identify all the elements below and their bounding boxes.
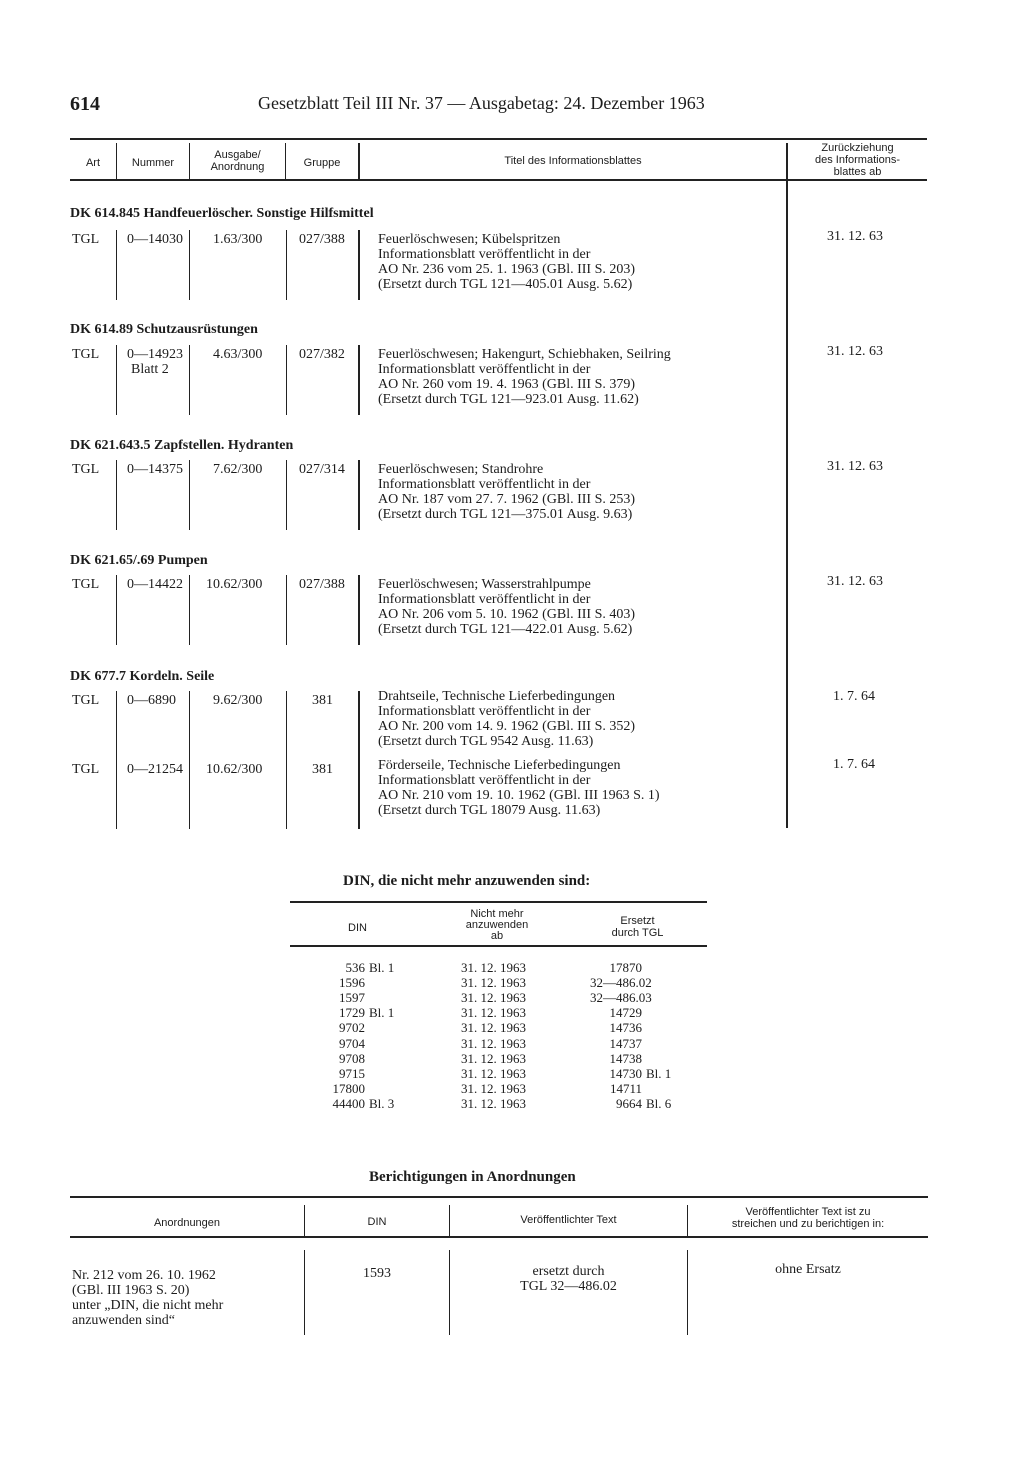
title-line: Informationsblatt veröffentlicht in der: [378, 704, 591, 719]
ausgabe-cell: 10.62/300: [206, 577, 263, 592]
row-sep: [189, 691, 190, 829]
title-line: Informationsblatt veröffentlicht in der: [378, 592, 591, 607]
gruppe-cell: 027/388: [299, 577, 345, 592]
corr-col-sep: [304, 1250, 305, 1335]
title-line: AO Nr. 206 vom 5. 10. 1962 (GBl. III S. 403): [378, 607, 636, 622]
title-line: Informationsblatt veröffentlicht in der: [378, 362, 591, 377]
title-line: (Ersetzt durch TGL 121—422.01 Ausg. 5.62): [378, 622, 633, 637]
row-sep: [358, 230, 360, 300]
row-sep: [116, 691, 117, 829]
din-date: 31. 12. 1963: [461, 1035, 526, 1051]
corrections-heading: Berichtigungen in Anordnungen: [369, 1169, 576, 1185]
corr-col-din: DIN: [367, 1216, 387, 1228]
row-sep: [189, 230, 190, 300]
title-line: Feuerlöschwesen; Hakengurt, Schiebhaken, Seilring: [378, 347, 671, 362]
ausgabe-cell: 9.62/300: [213, 693, 263, 708]
ausgabe-cell: 10.62/300: [206, 762, 263, 777]
nummer-suffix: Blatt 2: [131, 362, 169, 377]
date-cell: 31. 12. 63: [827, 344, 883, 359]
art-cell: TGL: [72, 232, 100, 247]
row-sep: [189, 345, 190, 415]
din-date: 31. 12. 1963: [461, 1005, 526, 1021]
row-sep: [286, 460, 287, 530]
din-suffix: Bl. 1: [369, 1005, 395, 1021]
title-line: Informationsblatt veröffentlicht in der: [378, 477, 591, 492]
ausgabe-cell: 4.63/300: [213, 347, 263, 362]
din-date: 31. 12. 1963: [461, 990, 526, 1006]
gruppe-cell: 381: [312, 762, 333, 777]
din-date: 31. 12. 1963: [461, 1050, 526, 1066]
title-line: Feuerlöschwesen; Kübelspritzen: [378, 232, 561, 247]
din-date: 31. 12. 1963: [461, 960, 526, 975]
tgl-number: 17870: [609, 960, 642, 975]
col-header-nummer: Nummer: [131, 157, 175, 169]
title-line: (Ersetzt durch TGL 121—923.01 Ausg. 11.62): [378, 392, 639, 407]
ausgabe-cell: 1.63/300: [213, 232, 263, 247]
title-line: AO Nr. 236 vom 25. 1. 1963 (GBl. III S. 203): [378, 262, 636, 277]
din-col-din: DIN: [348, 922, 367, 934]
din-table-heading: DIN, die nicht mehr anzuwenden sind:: [343, 873, 591, 889]
tgl-number: 14729: [609, 1005, 642, 1021]
din-top-rule: [290, 901, 707, 903]
din-number: 9702: [339, 1020, 365, 1036]
section-heading: DK 621.65/.69 Pumpen: [70, 553, 208, 568]
title-line: AO Nr. 210 vom 19. 10. 1962 (GBl. III 1963 S. 1): [378, 788, 660, 803]
row-sep: [358, 691, 360, 829]
corr-text-line: ersetzt durch: [532, 1264, 605, 1279]
col-header-titel: Titel des Informationsblattes: [504, 155, 642, 167]
ausgabe-cell: 7.62/300: [213, 462, 263, 477]
nummer-cell: 0—14375: [127, 462, 183, 477]
section-heading: DK 621.643.5 Zapfstellen. Hydranten: [70, 438, 294, 453]
row-sep: [286, 691, 287, 829]
corr-col-streichen: Veröffentlichter Text ist zu streichen und zu berichtigen in:: [731, 1206, 885, 1230]
row-sep: [189, 460, 190, 530]
title-line: (Ersetzt durch TGL 121—405.01 Ausg. 5.62): [378, 277, 633, 292]
title-line: Feuerlöschwesen; Wasserstrahlpumpe: [378, 577, 591, 592]
title-line: Informationsblatt veröffentlicht in der: [378, 247, 591, 262]
din-number: 536: [345, 960, 365, 975]
tgl-number: 14736: [609, 1020, 642, 1036]
din-date: 31. 12. 1963: [461, 1020, 526, 1036]
corrections-top-rule: [70, 1196, 928, 1198]
tgl-suffix: Bl. 1: [646, 1065, 672, 1081]
title-line: (Ersetzt durch TGL 18079 Ausg. 11.63): [378, 803, 601, 818]
section-heading: DK 614.845 Handfeuerlöscher. Sonstige Hilfsmittel: [70, 206, 374, 221]
corr-col-anordnungen: Anordnungen: [153, 1217, 221, 1229]
din-col-ersetzt: Ersetzt durch TGL: [611, 915, 664, 939]
row-sep: [358, 575, 360, 645]
din-number: 1597: [339, 990, 365, 1006]
title-line: AO Nr. 187 vom 27. 7. 1962 (GBl. III S. 253): [378, 492, 636, 507]
col-header-zurueck: Zurückziehung des Informations- blattes ab: [815, 142, 900, 178]
col-header-ausgabe: Ausgabe/ Anordnung: [210, 149, 265, 173]
row-sep: [116, 460, 117, 530]
nummer-cell: 0—14923: [127, 347, 183, 362]
din-suffix: Bl. 3: [369, 1095, 395, 1111]
corr-col-text: Veröffentlichter Text: [520, 1214, 617, 1226]
din-number: 44400: [332, 1095, 365, 1111]
title-line: AO Nr. 260 vom 19. 4. 1963 (GBl. III S. 379): [378, 377, 636, 392]
date-cell: 31. 12. 63: [827, 229, 883, 244]
din-number: 9715: [339, 1065, 365, 1081]
nummer-cell: 0—14422: [127, 577, 183, 592]
tgl-number: 14711: [609, 1080, 642, 1096]
tgl-suffix: Bl. 6: [646, 1095, 672, 1111]
nummer-cell: 0—21254: [127, 762, 183, 777]
corr-anordnung-line: unter „DIN, die nicht mehr: [72, 1298, 224, 1313]
gruppe-cell: 027/382: [299, 347, 345, 362]
din-number: 9708: [339, 1050, 365, 1066]
din-suffix: Bl. 1: [369, 960, 395, 975]
date-cell: 1. 7. 64: [833, 689, 875, 704]
art-cell: TGL: [72, 462, 100, 477]
din-number: 1596: [339, 975, 365, 991]
din-date: 31. 12. 1963: [461, 1065, 526, 1081]
row-sep: [116, 575, 117, 645]
corr-berichtigung: ohne Ersatz: [775, 1262, 841, 1277]
date-cell: 1. 7. 64: [833, 757, 875, 772]
corrections-header-rule: [70, 1236, 928, 1238]
row-sep: [358, 345, 360, 415]
tgl-number: 32—486.03: [590, 990, 652, 1006]
title-line: Drahtseile, Technische Lieferbedingungen: [378, 689, 616, 704]
title-line: Feuerlöschwesen; Standrohre: [378, 462, 544, 477]
art-cell: TGL: [72, 693, 100, 708]
row-sep: [286, 575, 287, 645]
col-sep-long: [786, 181, 788, 828]
row-sep: [116, 345, 117, 415]
page-number: 614: [70, 93, 100, 115]
title-line: AO Nr. 200 vom 14. 9. 1962 (GBl. III S. 352): [378, 719, 636, 734]
corr-anordnung-line: anzuwenden sind“: [72, 1313, 176, 1328]
row-sep: [286, 230, 287, 300]
page-header-title: Gesetzblatt Teil III Nr. 37 — Ausgabetag: 24. Dezember 1963: [258, 93, 705, 113]
title-line: (Ersetzt durch TGL 9542 Ausg. 11.63): [378, 734, 594, 749]
tgl-number: 9664: [616, 1095, 642, 1111]
date-cell: 31. 12. 63: [827, 459, 883, 474]
art-cell: TGL: [72, 577, 100, 592]
tgl-number: 32—486.02: [590, 975, 652, 991]
col-header-art: Art: [85, 157, 101, 169]
nummer-cell: 0—14030: [127, 232, 183, 247]
row-sep: [286, 345, 287, 415]
section-heading: DK 614.89 Schutzausrüstungen: [70, 322, 258, 337]
table1-top-rule: [70, 138, 927, 140]
corr-din-value: 1593: [363, 1266, 391, 1281]
section-heading: DK 677.7 Kordeln. Seile: [70, 669, 215, 684]
row-sep: [116, 230, 117, 300]
title-line: Förderseile, Technische Lieferbedingungen: [378, 758, 621, 773]
corr-anordnung-line: (GBl. III 1963 S. 20): [72, 1283, 190, 1298]
title-line: (Ersetzt durch TGL 121—375.01 Ausg. 9.63): [378, 507, 633, 522]
row-sep: [189, 575, 190, 645]
tgl-number: 14738: [609, 1050, 642, 1066]
table1-header-bottom-rule: [70, 179, 927, 181]
tgl-number: 14730: [609, 1065, 642, 1081]
art-cell: TGL: [72, 762, 100, 777]
nummer-cell: 0—6890: [127, 693, 176, 708]
din-date: 31. 12. 1963: [461, 1095, 526, 1111]
din-number: 17800: [332, 1080, 365, 1096]
gruppe-cell: 027/314: [299, 462, 345, 477]
row-sep: [358, 460, 360, 530]
din-header-rule: [290, 945, 707, 947]
din-date: 31. 12. 1963: [461, 975, 526, 991]
art-cell: TGL: [72, 347, 100, 362]
col-header-gruppe: Gruppe: [303, 157, 341, 169]
gruppe-cell: 381: [312, 693, 333, 708]
corr-text-line: TGL 32—486.02: [520, 1279, 617, 1294]
din-number: 1729: [339, 1005, 365, 1021]
date-cell: 31. 12. 63: [827, 574, 883, 589]
din-date: 31. 12. 1963: [461, 1080, 526, 1096]
title-line: Informationsblatt veröffentlicht in der: [378, 773, 591, 788]
corr-anordnung-line: Nr. 212 vom 26. 10. 1962: [72, 1268, 216, 1283]
din-col-nicht-mehr: Nicht mehr anzuwenden ab: [465, 908, 529, 942]
din-number: 9704: [339, 1035, 365, 1051]
gruppe-cell: 027/388: [299, 232, 345, 247]
tgl-number: 14737: [609, 1035, 642, 1051]
